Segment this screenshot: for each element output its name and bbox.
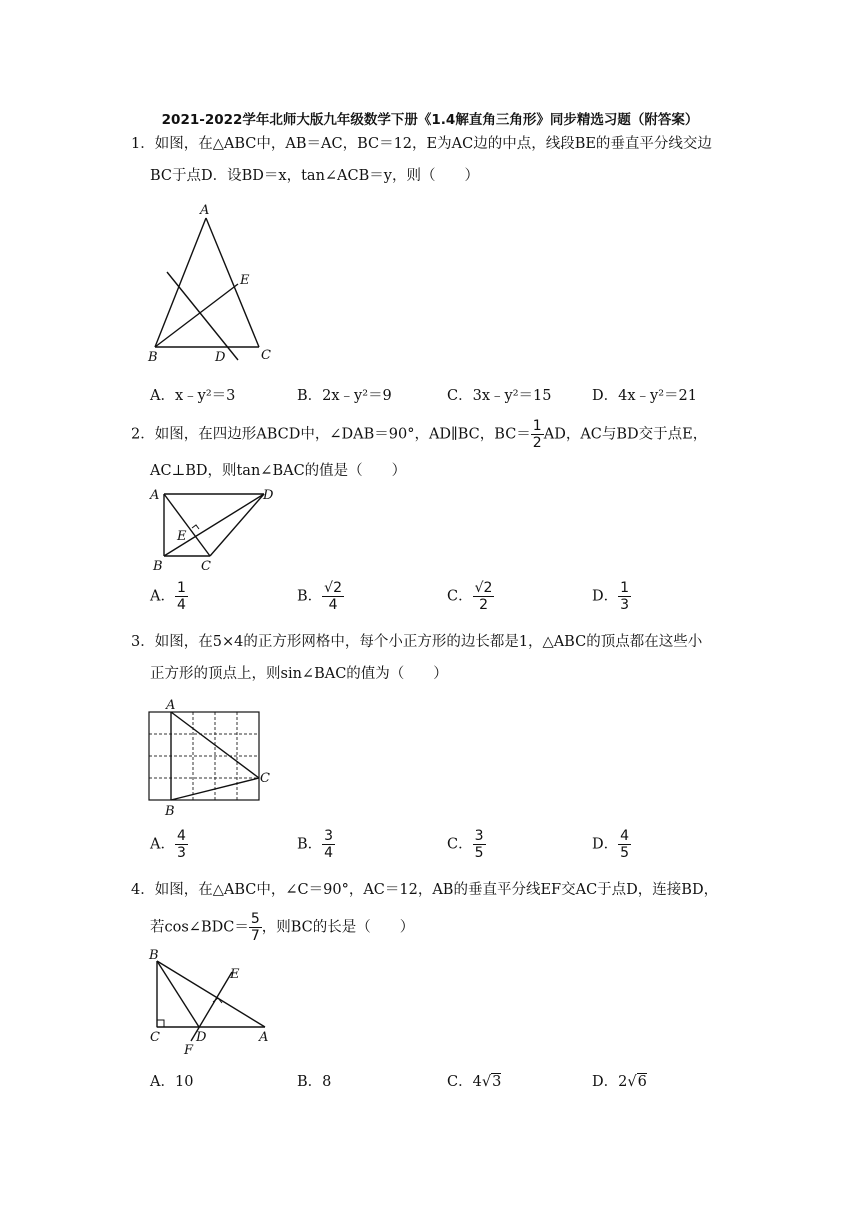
q4-number: 4． — [131, 882, 155, 898]
q2-label-c: C — [201, 559, 211, 574]
q2-text1b: AD，AC与BD交于点E， — [543, 426, 708, 443]
q1-line2: BC于点D．设BD＝x，tan∠ACB＝y，则（ ） — [150, 168, 479, 184]
q3-option-d[interactable] — [592, 828, 631, 861]
q3-option-c-den: 5 — [474, 845, 484, 861]
q1-label-e: E — [240, 273, 250, 288]
q3-option-b-den: 4 — [324, 845, 334, 861]
q4-label-a: A — [259, 1030, 269, 1045]
q2-right-angle-mark — [192, 525, 199, 529]
q2-option-d-frac — [618, 580, 631, 613]
q4-option-d-prefix: D． — [592, 1074, 619, 1090]
q2-fraction — [531, 418, 544, 451]
q4-option-c-prefix: C． — [447, 1074, 473, 1090]
q3-option-d-den: 5 — [620, 845, 630, 861]
q2-line2: AC⊥BD，则tan∠BAC的值是（ ） — [150, 463, 407, 479]
page-title: 2021-2022学年北师大版九年级数学下册《1.4解直角三角形》同步精选习题（附答案） — [161, 112, 699, 128]
q3-option-b-num: 3 — [324, 828, 334, 844]
q2-seg-cd — [210, 494, 264, 556]
q4-option-a-prefix: A． — [150, 1074, 175, 1090]
q2-option-a-frac — [175, 580, 188, 613]
q3-option-b-frac — [322, 828, 335, 861]
q3-label-a: A — [166, 698, 176, 713]
q1-option-b[interactable]: B．2x﹣y²＝9 — [297, 388, 392, 404]
q3-option-a-frac — [175, 828, 188, 861]
q2-frac-num: 1 — [532, 418, 542, 434]
q3-label-c: C — [260, 771, 270, 786]
q1-line1 — [131, 134, 712, 154]
q2-option-a-num: 1 — [176, 580, 186, 596]
q4-label-d: D — [196, 1030, 207, 1045]
q4-text2a: 若cos∠BDC＝ — [150, 919, 249, 936]
q3-number: 3． — [131, 634, 155, 650]
q1-option-a[interactable]: A．x﹣y²＝3 — [150, 388, 236, 404]
q1-seg-ac — [206, 218, 259, 347]
q2-option-b-den: 4 — [328, 597, 338, 613]
q3-option-d-num: 4 — [620, 828, 630, 844]
q3-figure — [140, 694, 290, 820]
q2-option-b[interactable] — [297, 580, 344, 613]
q4-label-c: C — [150, 1030, 160, 1045]
q2-option-a[interactable] — [150, 580, 188, 613]
q1-label-c: C — [261, 348, 271, 363]
q2-label-b: B — [153, 559, 163, 574]
q4-option-c-coef: 4 — [472, 1074, 482, 1090]
q2-line1 — [131, 418, 707, 451]
q3-option-b[interactable] — [297, 828, 335, 861]
q2-option-d-den: 3 — [620, 597, 630, 613]
q4-frac-den: 7 — [250, 928, 260, 944]
q3-option-a-den: 3 — [176, 845, 186, 861]
q1-option-d[interactable]: D．4x﹣y²＝21 — [592, 388, 697, 404]
q4-option-d[interactable] — [592, 1070, 647, 1091]
q3-option-c-prefix: C． — [447, 836, 473, 853]
q4-option-a[interactable] — [150, 1070, 193, 1091]
q3-option-b-prefix: B． — [297, 836, 323, 853]
q3-option-a-num: 4 — [176, 828, 186, 844]
q4-line2 — [150, 911, 414, 944]
q4-label-e: E — [230, 967, 240, 982]
q4-label-f: F — [184, 1043, 194, 1056]
q1-number: 1． — [131, 136, 155, 152]
q2-number: 2． — [131, 426, 155, 443]
q4-frac-num: 5 — [250, 911, 260, 927]
q3-line1 — [131, 632, 702, 652]
q4-option-b-value: 8 — [322, 1074, 332, 1090]
q4-option-c[interactable] — [447, 1070, 501, 1091]
q3-option-d-frac — [618, 828, 631, 861]
q2-option-b-frac — [322, 580, 344, 613]
q2-seg-ac — [164, 494, 210, 556]
q3-line2: 正方形的顶点上，则sin∠BAC的值为（ ） — [150, 666, 448, 682]
q3-seg-bc — [171, 778, 259, 800]
q4-fraction — [249, 911, 262, 944]
q4-seg-ba — [157, 961, 265, 1027]
q2-option-c-num: √2 — [474, 580, 493, 596]
sqrt-icon: √ — [627, 1074, 637, 1090]
q3-text1: 如图，在5×4的正方形网格中，每个小正方形的边长都是1，△ABC的顶点都在这些小 — [154, 634, 703, 650]
q2-label-d: D — [263, 488, 274, 503]
q2-text1a: 如图，在四边形ABCD中，∠DAB＝90°，AD∥BC，BC＝ — [154, 426, 531, 443]
q3-label-b: B — [165, 804, 175, 819]
q4-label-b: B — [149, 948, 159, 963]
q2-option-d-prefix: D． — [592, 588, 619, 605]
q2-label-e: E — [177, 529, 187, 544]
q4-option-a-value: 10 — [174, 1074, 194, 1090]
q2-figure — [140, 484, 290, 576]
q3-option-c-num: 3 — [474, 828, 484, 844]
q4-text2b: ，则BC的长是（ ） — [261, 919, 415, 936]
q4-option-d-coef: 2 — [618, 1074, 628, 1090]
q4-seg-bd — [157, 961, 199, 1027]
q3-option-d-prefix: D． — [592, 836, 619, 853]
q4-option-b-prefix: B． — [297, 1074, 323, 1090]
q3-option-c-frac — [473, 828, 486, 861]
q4-line1 — [131, 880, 718, 900]
q2-option-c[interactable] — [447, 580, 494, 613]
q2-option-c-den: 2 — [479, 597, 488, 613]
q3-option-c[interactable] — [447, 828, 486, 861]
q1-text1: 如图，在△ABC中，AB＝AC，BC＝12，E为AC边的中点，线段BE的垂直平分线交边 — [154, 136, 712, 152]
q2-option-c-prefix: C． — [447, 588, 473, 605]
q2-label-a: A — [150, 488, 160, 503]
q4-figure — [140, 944, 290, 1056]
q2-option-b-prefix: B． — [297, 588, 323, 605]
q2-option-b-num: √2 — [324, 580, 342, 596]
q2-option-d-num: 1 — [620, 580, 630, 596]
q1-label-b: B — [148, 350, 158, 365]
q2-option-d[interactable] — [592, 580, 631, 613]
q3-option-a-prefix: A． — [150, 836, 175, 853]
q1-label-a: A — [200, 203, 210, 218]
q4-option-d-radicand: 6 — [637, 1074, 647, 1090]
sqrt-icon: √ — [481, 1074, 492, 1090]
q2-option-a-prefix: A． — [150, 588, 175, 605]
q4-text1: 如图，在△ABC中，∠C＝90°，AC＝12，AB的垂直平分线EF交AC于点D，连接BD， — [154, 882, 719, 898]
q2-option-a-den: 4 — [176, 597, 186, 613]
q1-option-c[interactable]: C．3x﹣y²＝15 — [447, 388, 552, 404]
q1-figure — [140, 198, 290, 366]
q2-option-c-frac — [473, 580, 495, 613]
q2-seg-bd — [164, 494, 264, 556]
q4-option-c-radicand: 3 — [492, 1074, 502, 1090]
q3-grid-lines — [149, 712, 259, 800]
q3-option-a[interactable] — [150, 828, 188, 861]
q4-option-b[interactable] — [297, 1070, 331, 1091]
q1-label-d: D — [215, 350, 226, 365]
q4-right-angle-c — [157, 1020, 164, 1027]
q2-frac-den: 2 — [532, 435, 542, 451]
